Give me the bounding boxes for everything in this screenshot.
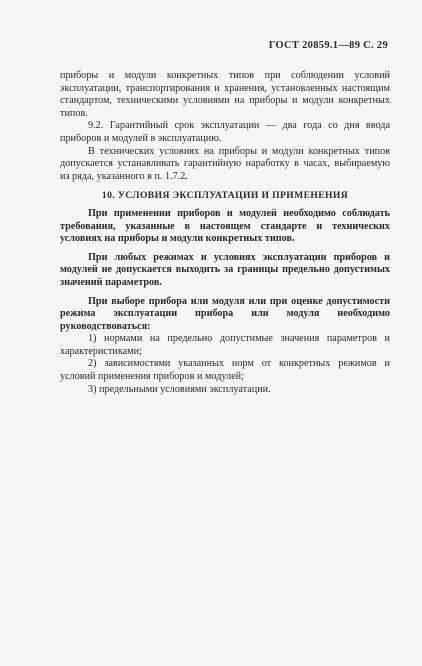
paragraph-requirements: При применении приборов и модулей необходимо соблюдать требования, указанные в настоящем стандарте и технических условиях на приборы и модули конкретных типов.: [60, 207, 390, 245]
paragraph-limits: При любых режимах и условиях эксплуатации приборов и модулей не допускается выходить за границы предельно допустимых значений параметров.: [60, 251, 390, 288]
list-item-3: 3) предельными условиями эксплуатации.: [88, 383, 271, 395]
paragraph-warranty-hours: В технических условиях на приборы и модули конкретных типов допускается устанавливать гарантийную наработку в часах, выбираемую из ряда, указанного в п. 1.7.2.: [60, 145, 390, 182]
paragraph-continuation: приборы и модули конкретных типов при соблюдении условий эксплуатации, транспортирования и хранения, установленных настоящим стандартом, техническими условиями на приборы и модули конкретных типов.: [60, 70, 390, 119]
list-item-2: 2) зависимостями указанных норм от конкретных режимов и условий применения приборов и модулей;: [60, 358, 390, 383]
page-header: ГОСТ 20859.1—89 С. 29: [268, 40, 388, 51]
document-body: [60, 70, 390, 396]
section-title: 10. УСЛОВИЯ ЭКСПЛУАТАЦИИ И ПРИМЕНЕНИЯ: [101, 190, 349, 202]
list-item-1: 1) нормами на предельно допустимые значения параметров и характеристиками;: [60, 333, 390, 357]
paragraph-selection: При выборе прибора или модуля или при оценке допустимости режима эксплуатации прибора или модуля необходимо руководствоваться:: [60, 295, 390, 332]
paragraph-9-2: 9.2. Гарантийный срок эксплуатации — два года со дня ввода приборов и модулей в эксплуатацию.: [60, 120, 390, 144]
